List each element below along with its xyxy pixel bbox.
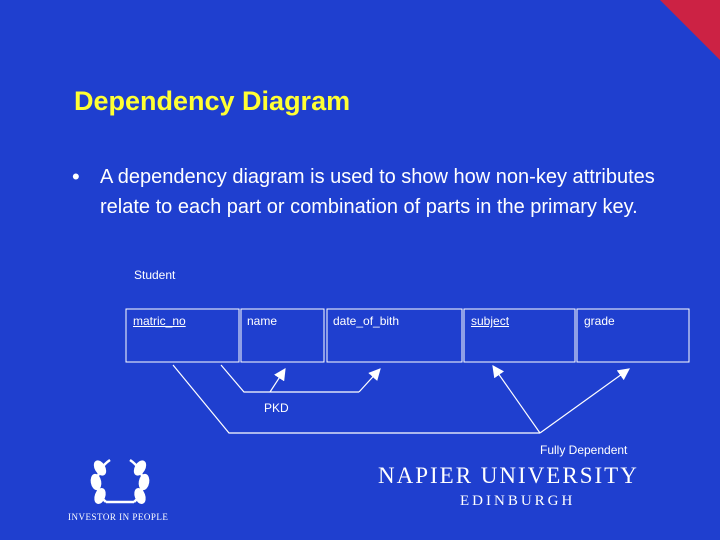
fd-line-from-matric (173, 365, 540, 433)
investor-in-people-text: INVESTOR IN PEOPLE (68, 512, 169, 522)
bullet-marker: • (72, 164, 80, 189)
table-name-label: Student (134, 268, 176, 282)
slide-title: Dependency Diagram (74, 86, 351, 116)
laurel-wreath-icon (91, 460, 149, 504)
napier-university-text: NAPIER UNIVERSITY (378, 463, 639, 488)
fully-dependent-label: Fully Dependent (540, 443, 628, 457)
fd-arrow-grade (540, 369, 629, 433)
edinburgh-text: EDINBURGH (460, 493, 576, 509)
pkd-label: PKD (264, 401, 289, 415)
column-label-grade: grade (584, 314, 615, 328)
fd-connector (173, 365, 629, 433)
pkd-arrow (270, 369, 285, 392)
column-label-matric-no: matric_no (133, 314, 186, 328)
pkd-connector (221, 365, 380, 392)
column-label-subject: subject (471, 314, 510, 328)
bullet-text: A dependency diagram is used to show how non-key attributes relate to each part or combination of parts in the primary key. (100, 166, 655, 218)
fd-arrow-subject (493, 366, 540, 433)
pkd-arrow-date (359, 369, 380, 392)
pkd-line-from-name (221, 365, 270, 392)
napier-logo (378, 463, 658, 510)
column-label-name: name (247, 314, 278, 328)
column-label-date-of-bith: date_of_bith (333, 314, 400, 328)
